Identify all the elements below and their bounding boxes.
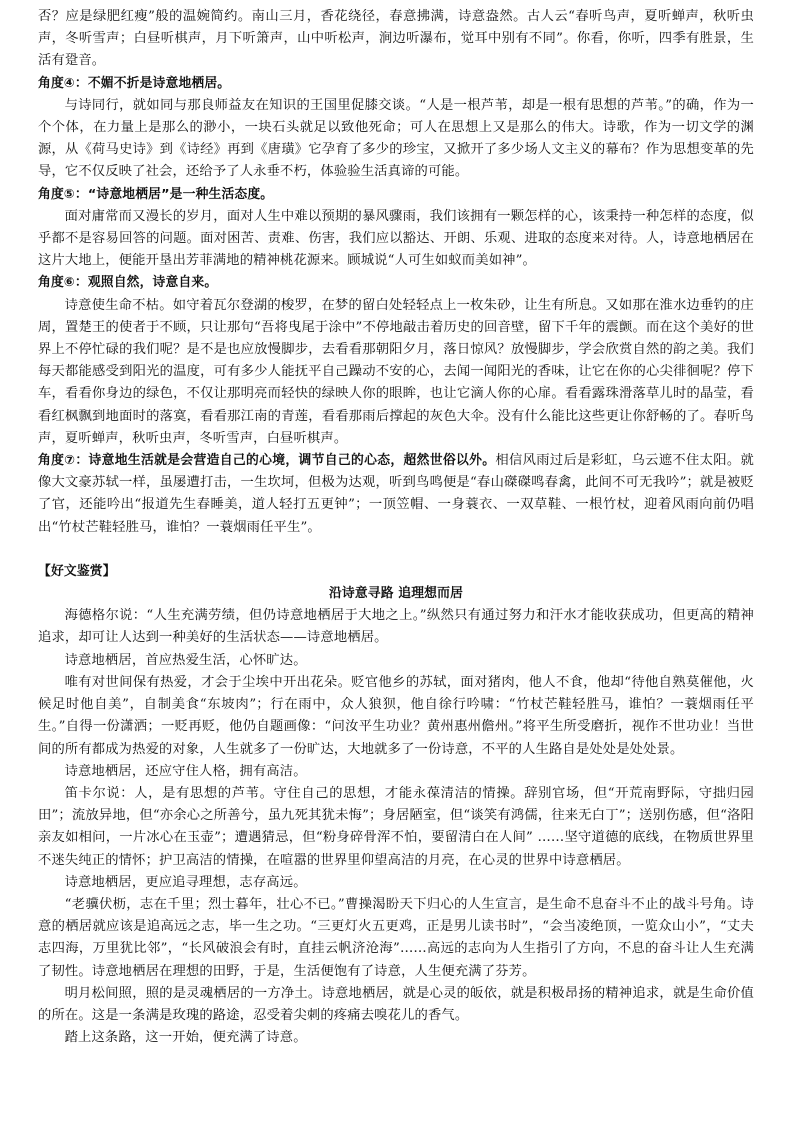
angle-heading: 角度④：不媚不折是诗意地栖居。 [38, 75, 231, 91]
paragraph: 否？应是绿肥红瘦”般的温婉简约。南山三月，香花绕径，春意拂满，诗意盎然。古人云“春听鸟声，夏听蝉声，秋听虫声，冬听雪声；白昼听棋声，月下听箫声，山中听松声，涧边听瀑布，觉耳中别有不同”。你看，你听，四季有胜景，生活有跫音。 [38, 9, 754, 69]
angle-heading: 角度⑥：观照自然，诗意自来。 [38, 275, 218, 291]
paragraph: 踏上这条路，这一开始，便充满了诗意。 [64, 1030, 307, 1046]
paragraph-text: 相信风雨过后是彩虹，乌云遮不住太阳。就像大文豪苏轼一样，虽屡遭打击，一生坎坷，但极为达观，听到鸟鸣便是“春山磔磔鸣春禽，此间不可无我吟”；就是被贬了官，还能吟出“报道先生春睡美，道人轻打五更钟”；一顶笠帽、一身蓑衣、一双草鞋、一根竹杖，迎着风雨向前仍唱出“竹杖芒鞋轻胜马，谁怕？一蓑烟雨任平生”。 [38, 453, 754, 535]
paragraph: 诗意地栖居，更应追寻理想，志存高远。 [64, 874, 307, 890]
section-heading: 【好文鉴赏】 [38, 563, 116, 579]
paragraph: 海德格尔说：“人生充满劳绩，但仍诗意地栖居于大地之上。”纵然只有通过努力和汗水才能收获成功，但更高的精神追求，却可让人达到一种美好的生活状态——诗意地栖居。 [38, 608, 754, 646]
paragraph: 明月松间照，照的是灵魂栖居的一方净土。诗意地栖居，就是心灵的皈依，就是积极昂扬的精神追求，就是生命价值的所在。这是一条满是玫瑰的路途，忍受着尖刺的疼痛去嗅花儿的香气。 [38, 985, 754, 1023]
article-title: 沿诗意寻路 追理想而居 [328, 586, 464, 602]
angle-heading: 角度⑦：诗意地生活就是会营造自己的心境，调节自己的心态，超然世俗以外。 [38, 453, 496, 469]
paragraph: 诗意地栖居，首应热爱生活，心怀旷达。 [64, 652, 307, 668]
paragraph: 唯有对世间保有热爱，才会于尘埃中开出花朵。贬官他乡的苏轼，面对猪肉，他人不食，他却“待他自熟莫催他，火候足时他自美”，自制美食“东坡肉”；行在雨中，众人狼狈，他自徐行吟啸：“竹杖芒鞋轻胜马，谁怕？一蓑烟雨任平生。”自得一份潇洒；一贬再贬，他仍自题画像：“问汝平生功业？黄州惠州儋州。”将平生所受磨折，视作不世功业！当世间的所有都成为热爱的对象，人生就多了一份旷达，大地就多了一份诗意，不平的人生路自是处处是处处景。 [38, 674, 754, 757]
angle-paragraph [38, 450, 754, 539]
paragraph: “老骥伏枥，志在千里；烈士暮年，壮心不已。”曹操渴盼天下归心的人生宣言，是生命不息奋斗不止的战斗号角。诗意的栖居就应该是追高远之志，毕一生之功。“三更灯火五更鸡，正是男儿读书时”，“会当凌绝顶，一览众山小”，“丈夫志四海，万里犹比邻”，“长风破浪会有时，直挂云帆济沧海”……高远的志向为人生指引了方向，不息的奋斗让人生充满了韧性。诗意地栖居在理想的田野，于是，生活便饱有了诗意，人生便充满了芬芳。 [38, 896, 754, 979]
paragraph: 笛卡尔说：人，是有思想的芦苇。守住自己的思想，才能永葆清洁的情操。辞别官场，但“开荒南野际，守拙归园田”；流放异地，但“亦余心之所善兮，虽九死其犹未悔”；身居陋室，但“谈笑有鸿儒，往来无白丁”；送别伤感，但“洛阳亲友如相问，一片冰心在玉壶”；遭遇猜忌，但“粉身碎骨浑不怕，要留清白在人间” ……坚守道德的底线，在物质世界里不迷失纯正的情怀；护卫高洁的情操，在喧嚣的世界里仰望高洁的月亮，在心灵的世界中诗意栖居。 [38, 785, 754, 868]
paragraph: 诗意使生命不枯。如守着瓦尔登湖的梭罗，在梦的留白处轻轻点上一枚朱砂，让生有所息。又如那在淮水边垂钓的庄周，置楚王的使者于不顾，只让那句“吾将曳尾于涂中”不停地敲击着历史的回音壁，留下千年的震颤。而在这个美好的世界上不停忙碌的我们呢？是不是也应放慢脚步，去看看那朝阳夕月，落日惊风？放慢脚步，学会欣赏自然的韵之美。我们每天都能感受到阳光的温度，可有多少人能抚平自己躁动不安的心，去闻一闻阳光的香味，让它在你的心尖徘徊呢？停下车，看看你身边的绿色，不仅让那明亮而轻快的绿映人你的眼眸，也让它滴人你的心扉。看看露珠滑落草儿时的晶莹，看看红枫飘到地面时的落寞，看看那江南的青莲，看看那雨后撑起的灰色大伞。没有什么能比这些更让你舒畅的了。春听鸟声，夏听蝉声，秋听虫声，冬听雪声，白昼听棋声。 [38, 297, 754, 446]
paragraph: 诗意地栖居，还应守住人格，拥有高洁。 [64, 763, 307, 779]
paragraph: 与诗同行，就如同与那良师益友在知识的王国里促膝交谈。“人是一根芦苇，却是一根有思想的芦苇。”的确，作为一个个体，在力量上是那么的渺小，一块石头就足以致他死命；可人在思想上又是那么的伟大。诗歌，作为一切文学的渊源，从《荷马史诗》到《诗经》再到《唐璜》它孕育了多少的珍宝，又掀开了多少场人文主义的幕布？作为思想变革的先导，它不仅反映了社会，还给予了人永垂不朽，体验验生活真谛的可能。 [38, 97, 754, 180]
section-gap [38, 539, 754, 561]
angle-heading: 角度⑤：“诗意地栖居”是一种生活态度。 [38, 186, 274, 202]
paragraph: 面对庸常而又漫长的岁月，面对人生中难以预期的暴风骤雨，我们该拥有一颗怎样的心，该秉持一种怎样的态度，似乎都不是容易回答的问题。面对困苦、责难、伤害，我们应以豁达、开朗、乐观、进取的态度来对待。人，诗意地栖居在这片大地上，便能开垦出芳菲满地的精神桃花源来。顾城说“人可生如蚁而美如神”。 [38, 208, 754, 269]
